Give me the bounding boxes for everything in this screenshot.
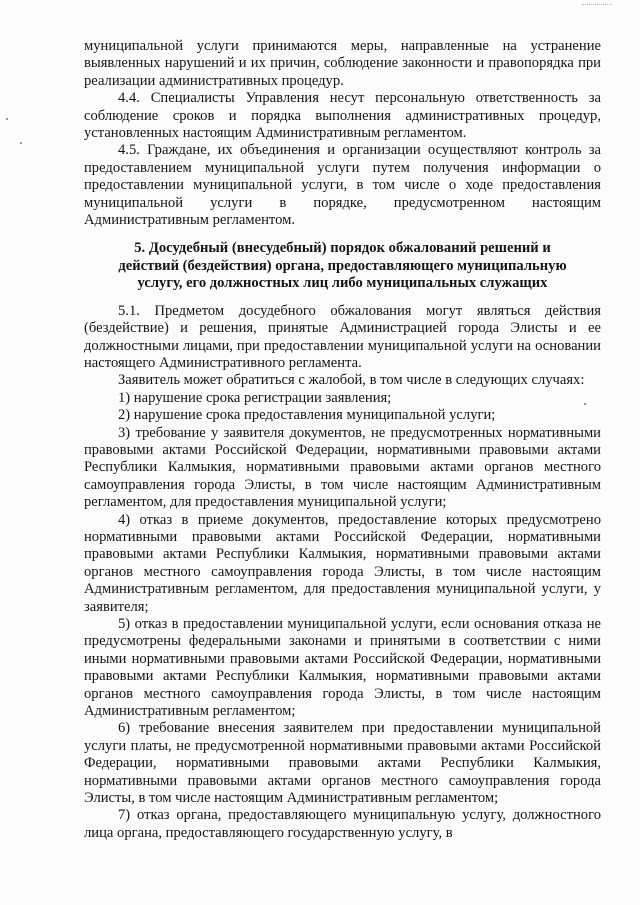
list-item-6: 6) требование внесения заявителем при предоставлении муниципальной услуги платы, не предусмотренной нормативными правовыми актами Российской Федерации, нормативными правовыми актами Республики Калмыкия, нормативными правовыми актами органов местного самоуправления города Элисты, в том числе настоящим Административным регламентом; [84, 720, 601, 807]
list-item-4: 4) отказ в приеме документов, предоставление которых предусмотрено нормативными правовыми актами Российской Федерации, нормативными правовыми актами Республики Калмыкия, нормативными правовыми актами органов местного самоуправления города Элисты, в том числе настоящим Административным регламентом, для предоставления муниципальной услуги, у заявителя; [84, 511, 601, 615]
list-item-7: 7) отказ органа, предоставляющего муниципальную услугу, должностного лица органа, предоставляющего государственную услугу, в [84, 807, 601, 841]
scan-artifact-dot [6, 118, 8, 120]
paragraph-intro-continuation: муниципальной услуги принимаются меры, направленные на устранение выявленных нарушений и их причин, соблюдение законности и правопорядка при реализации административных процедур. [84, 38, 601, 89]
paragraph-complaint-cases: Заявитель может обратиться с жалобой, в том числе в следующих случаях: [118, 372, 585, 389]
document-body [84, 38, 601, 842]
paragraph-5-1: 5.1. Предметом досудебного обжалования могут являться действия (бездействие) и решения, принятые Администрацией города Элисты и ее должностными лицами, при предоставлении муниципальной услуги на основании настоящего Административного регламента. [84, 302, 601, 371]
list-item-1: 1) нарушение срока регистрации заявления; [118, 389, 392, 406]
paragraph-4-4: 4.4. Специалисты Управления несут персональную ответственность за соблюдение сроков и порядка выполнения административных процедур, установленных настоящим Административным регламентом. [84, 90, 601, 142]
paragraph-4-5: 4.5. Граждане, их объединения и организации осуществляют контроль за предоставлением муниципальной услуги путем получения информации о предоставлении муниципальной услуги, в том числе о ходе предоставления муниципальной услуги в порядке, предусмотренном настоящим Административным регламентом. [84, 142, 601, 229]
list-item-2: 2) нарушение срока предоставления муниципальной услуги; [118, 407, 496, 424]
scan-artifact-dot [20, 142, 22, 144]
section-heading: 5. Досудебный (внесудебный) порядок обжалований решений и действий (бездействия) органа, предоставляющего муниципальную услугу, его должностных лиц либо муниципальных служащих [118, 240, 567, 292]
list-item-3: 3) требование у заявителя документов, не предусмотренных нормативными правовыми актами Российской Федерации, нормативными правовыми актами Республики Калмыкия, нормативными правовыми актами органов местного самоуправления города Элисты, в том числе настоящим Административным регламентом, для предоставления муниципальной услуги; [84, 424, 601, 511]
list-item-5: 5) отказ в предоставлении муниципальной услуги, если основания отказа не предусмотрены федеральными законами и принятыми в соответствии с ними иными нормативными правовыми актами Российской Федерации, нормативными правовыми актами Республики Калмыкия, нормативными правовыми актами органов местного самоуправления города Элисты, в том числе настоящим Административным регламентом; [84, 616, 601, 720]
scan-artifact-mark [582, 0, 612, 5]
